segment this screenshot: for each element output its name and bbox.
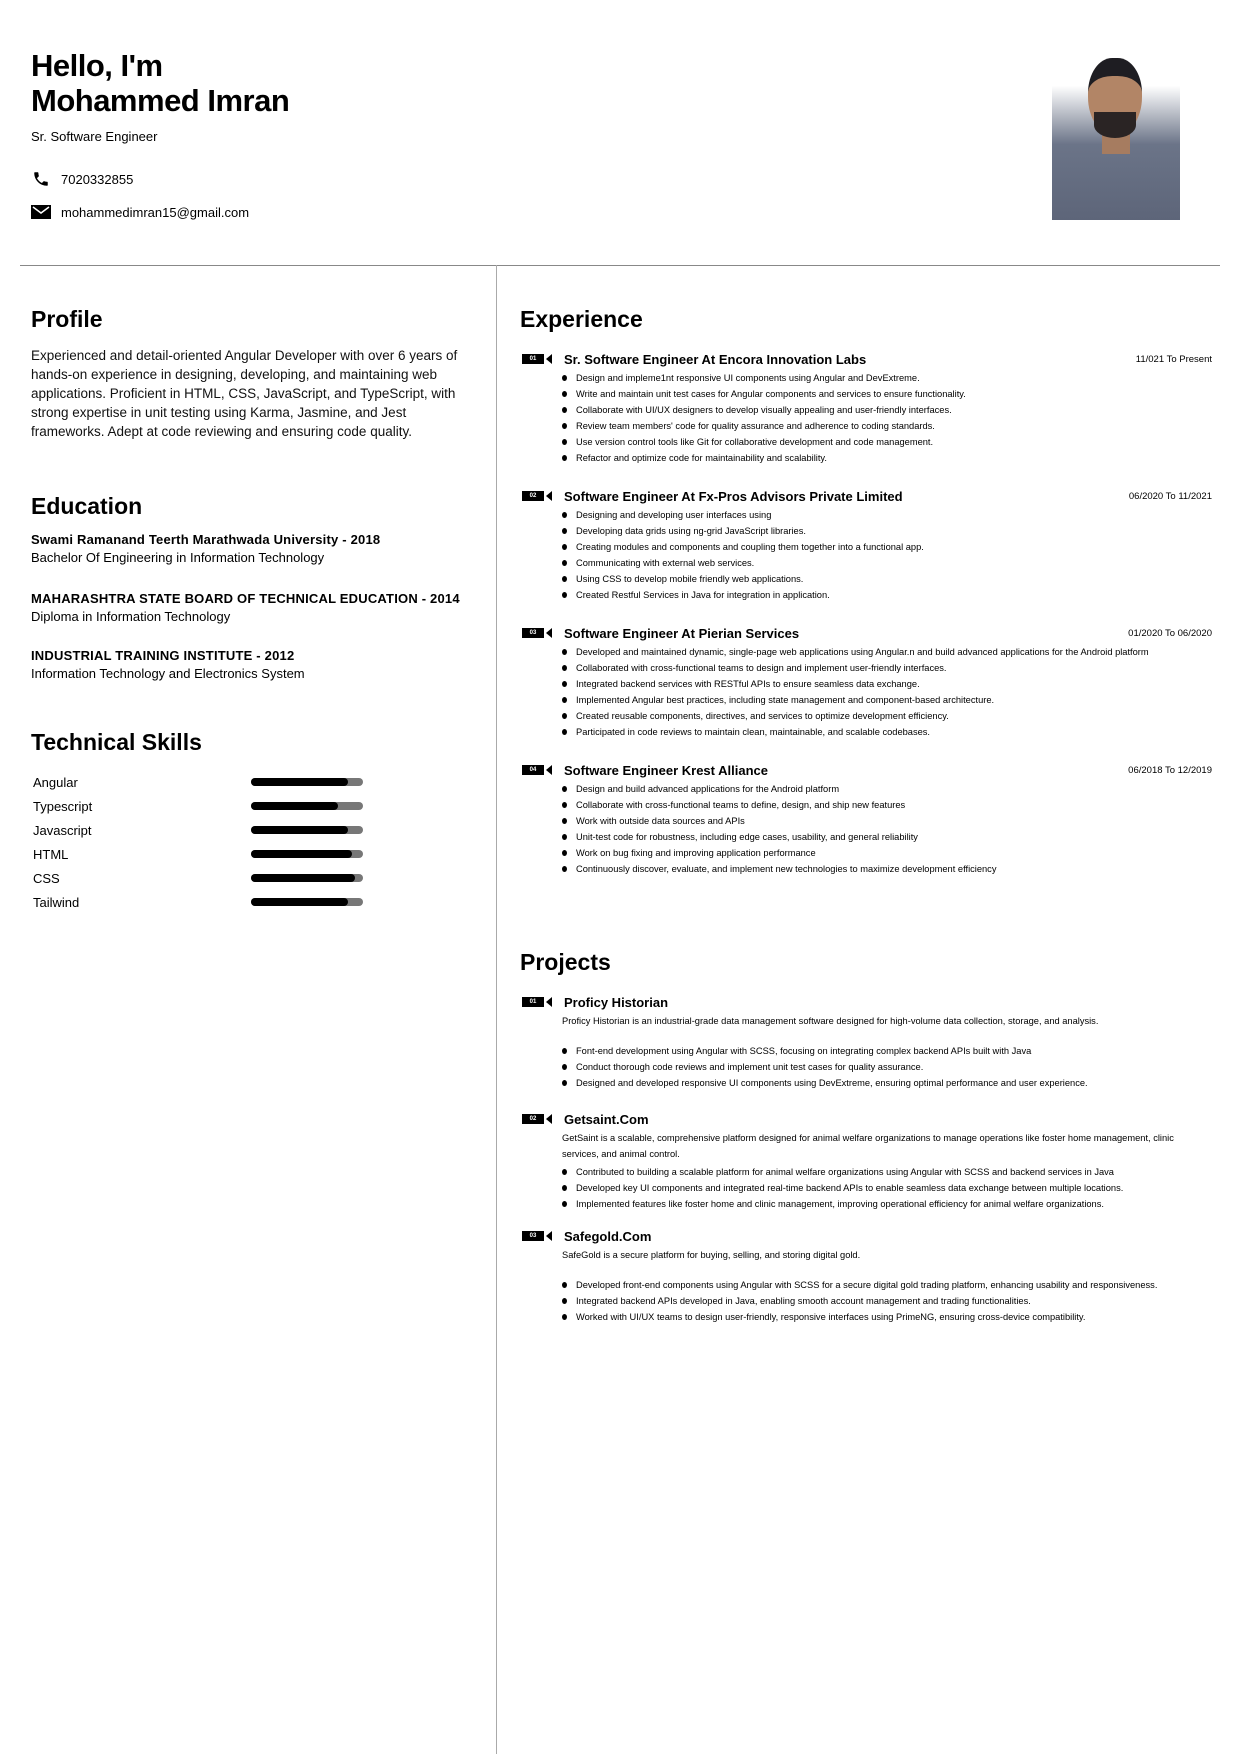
item-title: Software Engineer Krest Alliance [564,762,768,778]
bullet-item: Contributed to building a scalable platform for animal welfare organizations using Angular with SCSS and backend services in Java [562,1164,1212,1180]
item-date: 11/021 To Present [1135,353,1212,365]
bullet-item: Developed key UI components and integrated real-time backend APIs to enable seamless data exchange between multiple locations. [562,1180,1212,1196]
bullet-list [562,1277,1212,1325]
skill-bar-fill [251,802,338,810]
profile-text: Experienced and detail-oriented Angular Developer with over 6 years of hands-on experience in designing, developing, and maintaining web applications. Proficient in HTML, CSS, JavaScript, and TypeScript, with strong expertise in unit testing using Karma, Jasmine, and Jest frameworks. Adept at code reviewing and ensuring code quality. [31,348,458,439]
bullet-item: Created reusable components, directives, and services to optimize development efficiency. [562,708,1212,724]
skill-row [33,890,363,914]
greeting-heading [31,48,289,118]
chevron-left-icon [546,765,552,775]
bullet-item: Collaborate with UI/UX designers to develop visually appealing and user-friendly interfaces. [562,402,1212,418]
bullet-item: Use version control tools like Git for collaborative development and code management. [562,434,1212,450]
project-item [522,1110,1212,1212]
phone-icon [31,170,51,188]
bullet-item: Communicating with external web services. [562,555,1212,571]
phone-contact [31,170,133,188]
item-header [522,624,1212,642]
greeting: Hello, I'm [31,48,163,83]
number-badge: 01 [522,997,544,1007]
bullet-item: Design and impleme1nt responsive UI components using Angular and DevExtreme. [562,370,1212,386]
email-contact [31,203,249,221]
bullet-item: Designing and developing user interfaces using [562,507,1212,523]
bullet-item: Continuously discover, evaluate, and implement new technologies to maximize development efficiency [562,861,1212,877]
profile-photo [1052,52,1180,220]
number-badge: 03 [522,628,544,638]
item-header [522,350,1212,368]
number-badge: 03 [522,1231,544,1241]
skill-bar [251,778,363,786]
bullet-item: Design and build advanced applications for the Android platform [562,781,1212,797]
skill-name: Typescript [33,798,93,814]
phone-number[interactable]: 7020332855 [61,171,134,187]
experience-item [522,761,1212,877]
bullet-item: Participated in code reviews to maintain clean, maintainable, and scalable codebases. [562,724,1212,740]
item-header [522,487,1212,505]
skill-bar [251,898,363,906]
experience-heading: Experience [520,306,643,332]
item-title: Getsaint.Com [564,1111,649,1127]
chevron-left-icon [546,491,552,501]
education-item [31,648,481,681]
item-title: Proficy Historian [564,994,669,1010]
item-date: 06/2018 To 12/2019 [1128,764,1212,776]
bullet-item: Work with outside data sources and APIs [562,813,1212,829]
bullet-item: Using CSS to develop mobile friendly web applications. [562,571,1212,587]
experience-item [522,350,1212,466]
bullet-item: Conduct thorough code reviews and implement unit test cases for quality assurance. [562,1059,1212,1075]
education-degree: Information Technology and Electronics System [31,666,305,681]
project-description: Proficy Historian is an industrial-grade data management software designed for high-volume data collection, storage, and analysis. [562,1016,1099,1026]
skills-list [33,770,363,914]
skill-bar [251,802,363,810]
bullet-list [562,644,1212,740]
number-badge: 01 [522,354,544,364]
education-degree: Diploma in Information Technology [31,609,231,624]
skill-bar [251,850,363,858]
bullet-item: Developed and maintained dynamic, single-page web applications using Angular.n and build advanced applications for the Android platform [562,644,1212,660]
email-address[interactable]: mohammedimran15@gmail.com [61,204,250,220]
projects-heading: Projects [520,949,611,975]
number-badge: 04 [522,765,544,775]
bullet-item: Collaborated with cross-functional teams to design and implement user-friendly interfaces. [562,660,1212,676]
skill-name: Tailwind [33,894,80,910]
education-item [31,532,481,565]
bullet-item: Creating modules and components and coupling them together into a functional app. [562,539,1212,555]
project-description: SafeGold is a secure platform for buying, selling, and storing digital gold. [562,1250,861,1260]
job-title: Sr. Software Engineer [31,129,158,144]
skill-row [33,770,363,794]
bullet-list [562,507,1212,603]
skill-row [33,794,363,818]
project-item [522,1227,1212,1325]
skill-bar-fill [251,874,355,882]
skill-name: Javascript [33,822,92,838]
bullet-item: Integrated backend APIs developed in Java, enabling smooth account management and trading functionalities. [562,1293,1212,1309]
item-title: Software Engineer At Fx-Pros Advisors Private Limited [564,488,903,504]
number-badge: 02 [522,1114,544,1124]
item-header [522,993,1212,1011]
chevron-left-icon [546,1231,552,1241]
bullet-list [562,1164,1212,1212]
profile-heading: Profile [31,306,103,332]
skill-bar [251,826,363,834]
education-title: Swami Ramanand Teerth Marathwada University - 2018 [31,532,381,547]
item-header [522,1110,1212,1128]
bullet-list [562,781,1212,877]
item-date: 06/2020 To 11/2021 [1128,490,1212,502]
skill-row [33,866,363,890]
project-description: GetSaint is a scalable, comprehensive platform designed for animal welfare organizations to manage operations like foster home management, clinic services, and animal control. [562,1133,1174,1159]
bullet-item: Write and maintain unit test cases for Angular components and services to ensure functionality. [562,386,1212,402]
bullet-item: Review team members' code for quality assurance and adherence to coding standards. [562,418,1212,434]
bullet-item: Created Restful Services in Java for integration in application. [562,587,1212,603]
item-header [522,761,1212,779]
bullet-item: Collaborate with cross-functional teams to define, design, and ship new features [562,797,1212,813]
bullet-item: Font-end development using Angular with SCSS, focusing on integrating complex backend APIs built with Java [562,1043,1212,1059]
bullet-item: Refactor and optimize code for maintainability and scalability. [562,450,1212,466]
bullet-item: Worked with UI/UX teams to design user-friendly, responsive interfaces using PrimeNG, ensuring cross-device compatibility. [562,1309,1212,1325]
bullet-list [562,1043,1212,1091]
skill-row [33,818,363,842]
column-divider [496,265,497,1754]
skills-heading: Technical Skills [31,729,202,755]
experience-item [522,624,1212,740]
project-item [522,993,1212,1091]
email-icon [31,203,51,221]
item-title: Sr. Software Engineer At Encora Innovation Labs [564,351,867,367]
bullet-list [562,370,1212,466]
chevron-left-icon [546,997,552,1007]
bullet-item: Designed and developed responsive UI components using DevExtreme, ensuring optimal performance and user experience. [562,1075,1212,1091]
education-item [31,591,481,624]
bullet-item: Implemented Angular best practices, including state management and component-based architecture. [562,692,1212,708]
skill-name: Angular [33,774,78,790]
education-title: INDUSTRIAL TRAINING INSTITUTE - 2012 [31,648,295,663]
bullet-item: Developing data grids using ng-grid JavaScript libraries. [562,523,1212,539]
skill-bar [251,874,363,882]
education-heading: Education [31,493,143,519]
bullet-item: Developed front-end components using Angular with SCSS for a secure digital gold trading platform, enhancing usability and responsiveness. [562,1277,1212,1293]
full-name: Mohammed Imran [31,83,290,118]
skill-row [33,842,363,866]
bullet-item: Integrated backend services with RESTful APIs to ensure seamless data exchange. [562,676,1212,692]
education-degree: Bachelor Of Engineering in Information Technology [31,550,325,565]
skill-name: CSS [33,870,60,886]
bullet-item: Work on bug fixing and improving application performance [562,845,1212,861]
item-header [522,1227,1212,1245]
skill-bar-fill [251,898,348,906]
number-badge: 02 [522,491,544,501]
chevron-left-icon [546,354,552,364]
item-title: Safegold.Com [564,1228,652,1244]
chevron-left-icon [546,628,552,638]
item-date: 01/2020 To 06/2020 [1128,627,1212,639]
chevron-left-icon [546,1114,552,1124]
experience-item [522,487,1212,603]
education-title: MAHARASHTRA STATE BOARD OF TECHNICAL EDUCATION - 2014 [31,591,460,606]
bullet-item: Unit-test code for robustness, including edge cases, usability, and general reliability [562,829,1212,845]
bullet-item: Implemented features like foster home and clinic management, improving operational efficiency for animal welfare organizations. [562,1196,1212,1212]
skill-bar-fill [251,826,348,834]
skill-name: HTML [33,846,69,862]
item-title: Software Engineer At Pierian Services [564,625,800,641]
skill-bar-fill [251,850,352,858]
skill-bar-fill [251,778,348,786]
header-divider [20,265,1220,266]
